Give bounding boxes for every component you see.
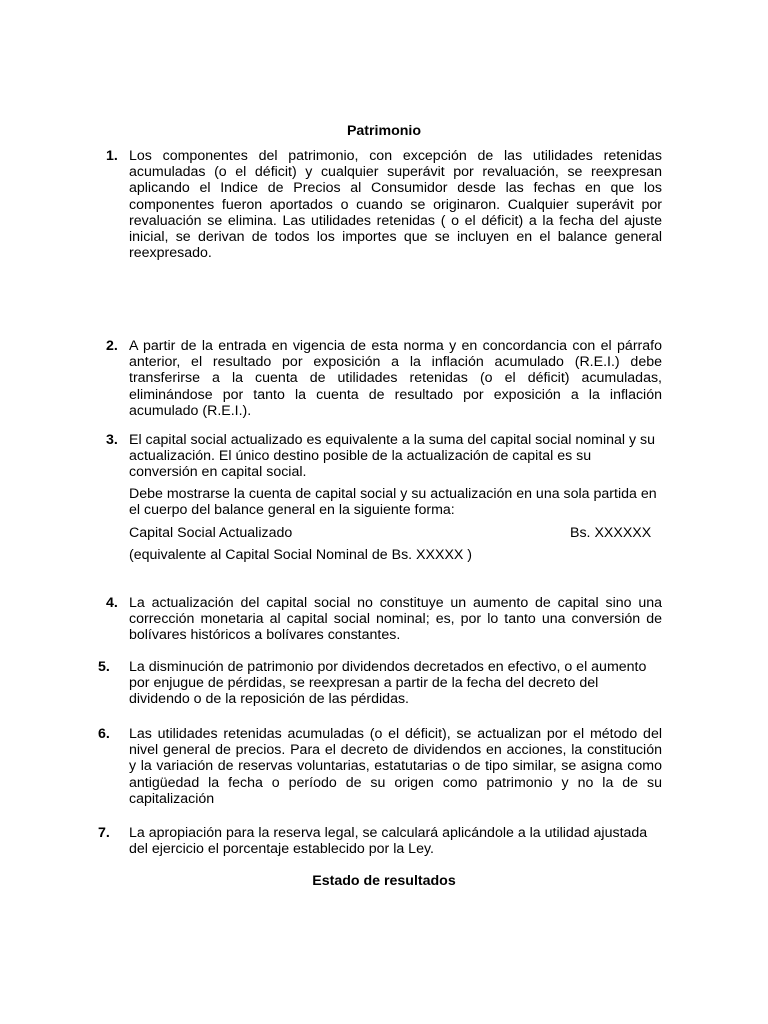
item-7-number: 7. <box>98 825 110 841</box>
item-1-number: 1. <box>106 148 118 164</box>
item-6-number: 6. <box>98 726 110 742</box>
item-4-number: 4. <box>106 595 118 611</box>
capital-social-value: Bs. XXXXXX <box>570 525 652 541</box>
item-4-text: La actualización del capital social no constituye un aumento de capital sino una corrección monetaria al capital social nominal; es, por lo tanto una conversión de bolívares históricos a bolívares constantes. <box>129 595 662 644</box>
item-3-text: El capital social actualizado es equivalente a la suma del capital social nominal y su actualización. El único destino posible de la actualización de capital es su conversión en capital social. <box>129 432 656 481</box>
heading-estado-de-resultados: Estado de resultados <box>312 873 456 889</box>
item-5-text: La disminución de patrimonio por dividendos decretados en efectivo, o el aumento por enjugue de pérdidas, se reexpresan a partir de la fecha del decreto del dividendo o de la reposición de las pérdidas. <box>129 659 647 708</box>
capital-social-label: Capital Social Actualizado <box>129 525 293 541</box>
item-6-text: Las utilidades retenidas acumuladas (o el déficit), se actualizan por el método del nivel general de precios. Para el decreto de dividendos en acciones, la constitución y la variación de reservas voluntarias, estatutarias o de tipo similar, se asigna como antigüedad la fecha o período de su origen como patrimonio y no la de su capitalización <box>129 726 662 807</box>
item-2-number: 2. <box>106 338 118 354</box>
heading-patrimonio: Patrimonio <box>346 123 422 139</box>
item-1-text: Los componentes del patrimonio, con excepción de las utilidades retenidas acumuladas (o el déficit) y cualquier superávit por revaluación, se reexpresan aplicando el Indice de Precios al Consumidor desde las fechas en que los componentes fueron aportados o cuando se originaron. Cualquier superávit por revaluación se elimina. Las utilidades retenidas ( o el déficit) a la fecha del ajuste inicial, se derivan de todos los importes que se incluyen en el balance general reexpresado. <box>129 148 662 262</box>
item-3-text-continued: Debe mostrarse la cuenta de capital social y su actualización en una sola partida en el cuerpo del balance general en la siguiente forma: <box>129 486 657 519</box>
item-7-text: La apropiación para la reserva legal, se calculará aplicándole a la utilidad ajustada del ejercicio el porcentaje establecido por la Ley. <box>129 825 648 858</box>
item-3-number: 3. <box>106 432 118 448</box>
item-5-number: 5. <box>98 659 110 675</box>
item-2-text: A partir de la entrada en vigencia de esta norma y en concordancia con el párrafo anterior, el resultado por exposición a la inflación acumulado (R.E.I.) debe transferirse a la cuenta de utilidades retenidas (o el déficit) acumuladas, eliminándose por tanto la cuenta de resultado por exposición a la inflación acumulado (R.E.I.). <box>129 338 662 419</box>
capital-social-note: (equivalente al Capital Social Nominal de Bs. XXXXX ) <box>129 547 473 563</box>
